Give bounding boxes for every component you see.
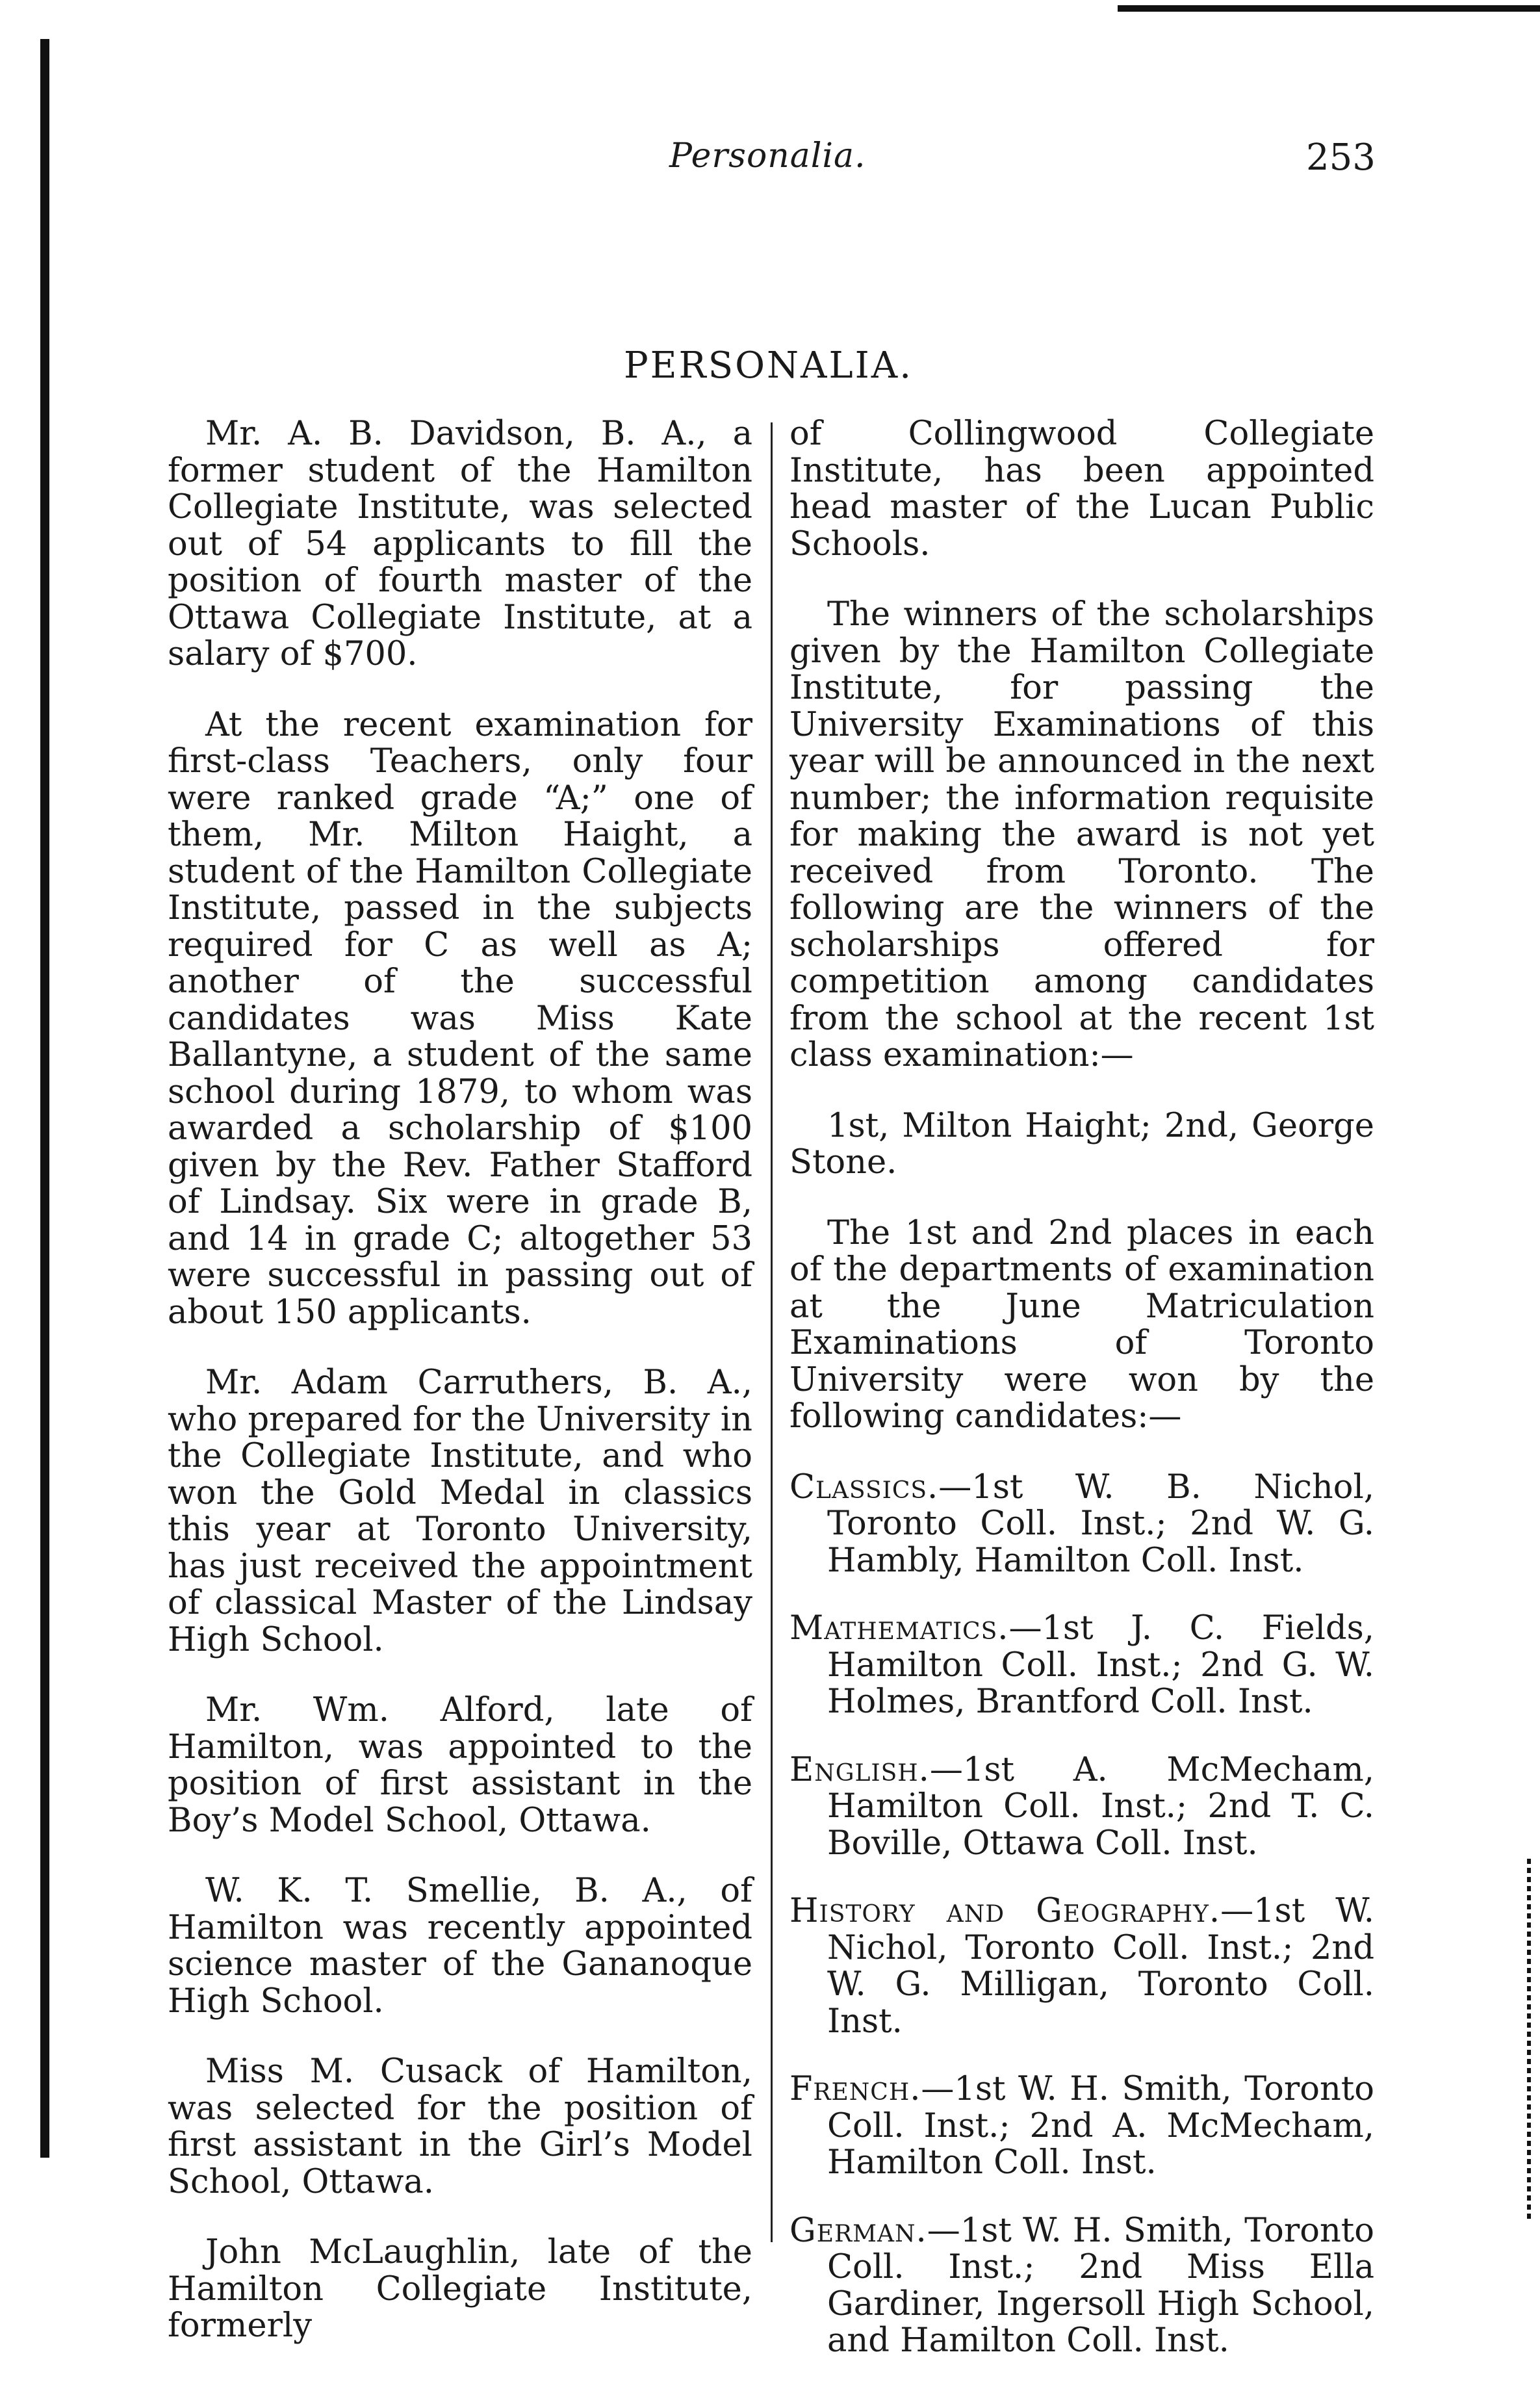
subject-label: English. [789, 1750, 930, 1789]
top-rule [1118, 5, 1540, 12]
paragraph-carruthers: Mr. Adam Carruthers, B. A., who prepared for the University in the Collegiate Institute, and who won the Gold Medal in classics this year at Toronto University, has just received the appointment of classical Master of the Lindsay High School. [168, 1364, 752, 1659]
result-entry-german [789, 2213, 1374, 2360]
paragraph-davidson: Mr. A. B. Davidson, B. A., a former student of the Hamilton Collegiate Institute, was selected out of 54 applicants to fill the position of fourth master of the Ottawa Collegiate Institute, at a salary of $700. [168, 415, 752, 673]
result-text: —1st W. H. Smith, Toronto Coll. Inst.; 2nd Miss Ella Gardiner, Ingersoll High School, and Hamilton Coll. Inst. [827, 2211, 1374, 2360]
subject-label: French. [789, 2070, 921, 2108]
subject-label: Classics. [789, 1467, 939, 1506]
result-text: —1st W. H. Smith, Toronto Coll. Inst.; 2nd A. McMecham, Hamilton Coll. Inst. [827, 2070, 1374, 2182]
paragraph-matriculation: The 1st and 2nd places in each of the departments of examination at the June Matriculation Examinations of Toronto University were won by the following candidates:— [789, 1213, 1374, 1436]
subject-label: German. [789, 2211, 927, 2250]
result-text: —1st W. Nichol, Toronto Coll. Inst.; 2nd W. G. Milligan, Toronto Coll. Inst. [827, 1892, 1374, 2041]
result-text: —1st J. C. Fields, Hamilton Coll. Inst.; 2nd G. W. Holmes, Brantford Coll. Inst. [827, 1609, 1374, 1721]
page-right-edge [1527, 1859, 1531, 2223]
result-entry-history-geography [789, 1893, 1374, 2040]
subject-label: History and Geography. [789, 1892, 1221, 1930]
paragraph-winners: 1st, Milton Haight; 2nd, George Stone. [789, 1106, 1374, 1182]
result-entry-mathematics [789, 1610, 1374, 1721]
paragraph-scholarships: The winners of the scholarships given by the Hamilton Collegiate Institute, for passing the University Examinations of this year will be announced in the next number; the information requisite for making the award is not yet received from Toronto. The following are the winners of the scholarships offered for competition among candidates from the school at the recent 1st class examination:— [789, 595, 1374, 1074]
result-entry-english [789, 1752, 1374, 1863]
result-text: —1st W. B. Nichol, Toronto Coll. Inst.; 2nd W. G. Hambly, Hamilton Coll. Inst. [827, 1467, 1374, 1580]
right-column [789, 416, 1374, 2391]
result-text: —1st A. McMecham, Hamilton Coll. Inst.; 2nd T. C. Boville, Ottawa Coll. Inst. [827, 1750, 1374, 1863]
paragraph-cusack: Miss M. Cusack of Hamilton, was selected for the position of first assistant in the Girl’s Model School, Ottawa. [168, 2052, 752, 2201]
column-divider [771, 422, 773, 2242]
result-entry-classics [789, 1469, 1374, 1580]
paragraph-smellie: W. K. T. Smellie, B. A., of Hamilton was recently appointed science master of the Gananoque High School. [168, 1872, 752, 2021]
paragraph-mclaughlin: John McLaughlin, late of the Hamilton Collegiate Institute, formerly [168, 2233, 752, 2345]
page-left-edge [40, 39, 49, 2158]
paragraph-alford: Mr. Wm. Alford, late of Hamilton, was appointed to the position of first assistant in the Boy’s Model School, Ottawa. [168, 1691, 752, 1840]
running-title: Personalia. [669, 136, 866, 175]
paragraph-examination: At the recent examination for first-class Teachers, only four were ranked grade “A;” one of them, Mr. Milton Haight, a student of the Hamilton Collegiate Institute, passed in the subjects required for C as well as A; another of the successful candidates was Miss Kate Ballantyne, a student of the same school during 1879, to whom was awarded a scholarship of $100 given by the Rev. Father Stafford of Lindsay. Six were in grade B, and 14 in grade C; altogether 53 were successful in passing out of about 150 applicants. [168, 705, 752, 1332]
subject-label: Mathematics. [789, 1609, 1009, 1648]
page-number: 253 [1306, 136, 1376, 179]
result-entry-french [789, 2071, 1374, 2182]
left-column [168, 416, 752, 2379]
paragraph-collingwood: of Collingwood Collegiate Institute, has been appointed head master of the Lucan Public Schools. [789, 415, 1374, 563]
section-title: PERSONALIA. [624, 344, 913, 387]
